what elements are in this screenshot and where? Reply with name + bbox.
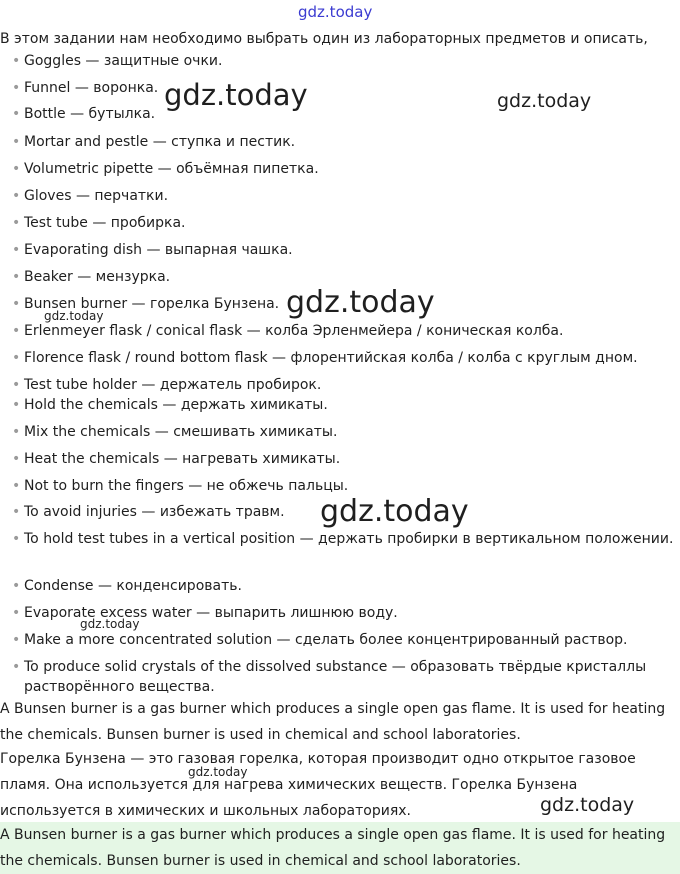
bullet-icon: • bbox=[12, 424, 21, 440]
watermark: gdz.today bbox=[188, 765, 248, 779]
bullet-icon: • bbox=[12, 296, 21, 312]
bullet-icon: • bbox=[12, 605, 21, 621]
list-item: • Not to burn the fingers — не обжечь пальцы. bbox=[12, 478, 349, 494]
bullet-icon: • bbox=[12, 397, 21, 413]
bullet-icon: • bbox=[12, 504, 21, 520]
list-item: • Beaker — мензурка. bbox=[12, 269, 171, 285]
bullet-icon: • bbox=[12, 323, 21, 339]
watermark: gdz.today bbox=[164, 78, 308, 112]
bullet-icon: • bbox=[12, 659, 21, 675]
bullet-icon: • bbox=[12, 269, 21, 285]
list-item: • Bottle — бутылка. bbox=[12, 106, 156, 122]
paragraph-russian: Горелка Бунзена — это газовая горелка, которая производит одно открытое газовое пламя. Она используется для нагрева химических веществ. Горелка Бунзена используется в химических и школьных лабораториях. bbox=[0, 751, 636, 819]
bullet-icon: • bbox=[12, 188, 21, 204]
list-item: • Test tube holder — держатель пробирок. bbox=[12, 377, 322, 393]
bullet-icon: • bbox=[12, 106, 21, 122]
bullet-icon: • bbox=[12, 134, 21, 150]
bullet-icon: • bbox=[12, 531, 21, 547]
list-item: • To produce solid crystals of the dissolved substance — образовать твёрдые кристаллы растворённого вещества. bbox=[12, 659, 647, 695]
list-item: • To avoid injuries — избежать травм. bbox=[12, 504, 285, 520]
bullet-icon: • bbox=[12, 451, 21, 467]
intro-text: В этом задании нам необходимо выбрать один из лабораторных предметов и описать, bbox=[0, 31, 648, 47]
watermark: gdz.today bbox=[286, 285, 435, 320]
list-item: • Florence flask / round bottom flask — флорентийская колба / колба с круглым дном. bbox=[12, 350, 638, 366]
watermark: gdz.today bbox=[44, 309, 104, 323]
bullet-icon: • bbox=[12, 53, 21, 69]
bullet-icon: • bbox=[12, 578, 21, 594]
list-item: • Hold the chemicals — держать химикаты. bbox=[12, 397, 328, 413]
list-item: • Condense — конденсировать. bbox=[12, 578, 242, 594]
list-item: • Funnel — воронка. bbox=[12, 80, 159, 96]
paragraph-english: A Bunsen burner is a gas burner which produces a single open gas flame. It is used for heating the chemicals. Bunsen burner is used in chemical and school laboratories. bbox=[0, 701, 666, 743]
bullet-icon: • bbox=[12, 377, 21, 393]
list-item: • To hold test tubes in a vertical position — держать пробирки в вертикальном положении. bbox=[12, 531, 674, 547]
list-item: • Gloves — перчатки. bbox=[12, 188, 169, 204]
list-item: • Mix the chemicals — смешивать химикаты. bbox=[12, 424, 338, 440]
list-item: • Evaporating dish — выпарная чашка. bbox=[12, 242, 293, 258]
watermark: gdz.today bbox=[80, 617, 140, 631]
bullet-icon: • bbox=[12, 215, 21, 231]
bullet-icon: • bbox=[12, 632, 21, 648]
watermark: gdz.today bbox=[540, 794, 635, 816]
list-item: • Make a more concentrated solution — сделать более концентрированный раствор. bbox=[12, 632, 628, 648]
watermark: gdz.today bbox=[320, 494, 469, 529]
list-item: • Test tube — пробирка. bbox=[12, 215, 186, 231]
list-item: • Evaporate excess water — выпарить лишнюю воду. bbox=[12, 605, 398, 621]
bullet-icon: • bbox=[12, 350, 21, 366]
list-item: • Bunsen burner — горелка Бунзена. bbox=[12, 296, 280, 312]
list-item: • Heat the chemicals — нагревать химикаты. bbox=[12, 451, 341, 467]
watermark: gdz.today bbox=[497, 90, 592, 112]
bullet-icon: • bbox=[12, 161, 21, 177]
list-item: • Goggles — защитные очки. bbox=[12, 53, 223, 69]
bullet-icon: • bbox=[12, 478, 21, 494]
watermark-top: gdz.today bbox=[298, 3, 373, 21]
list-item: • Erlenmeyer flask / conical flask — колба Эрленмейера / коническая колба. bbox=[12, 323, 564, 339]
bullet-icon: • bbox=[12, 242, 21, 258]
bullet-icon: • bbox=[12, 80, 21, 96]
list-item: • Mortar and pestle — ступка и пестик. bbox=[12, 134, 296, 150]
list-item: • Volumetric pipette — объёмная пипетка. bbox=[12, 161, 319, 177]
paragraph-english-highlighted: A Bunsen burner is a gas burner which produces a single open gas flame. It is used for heating the chemicals. Bunsen burner is used in chemical and school laboratories. bbox=[0, 827, 666, 869]
